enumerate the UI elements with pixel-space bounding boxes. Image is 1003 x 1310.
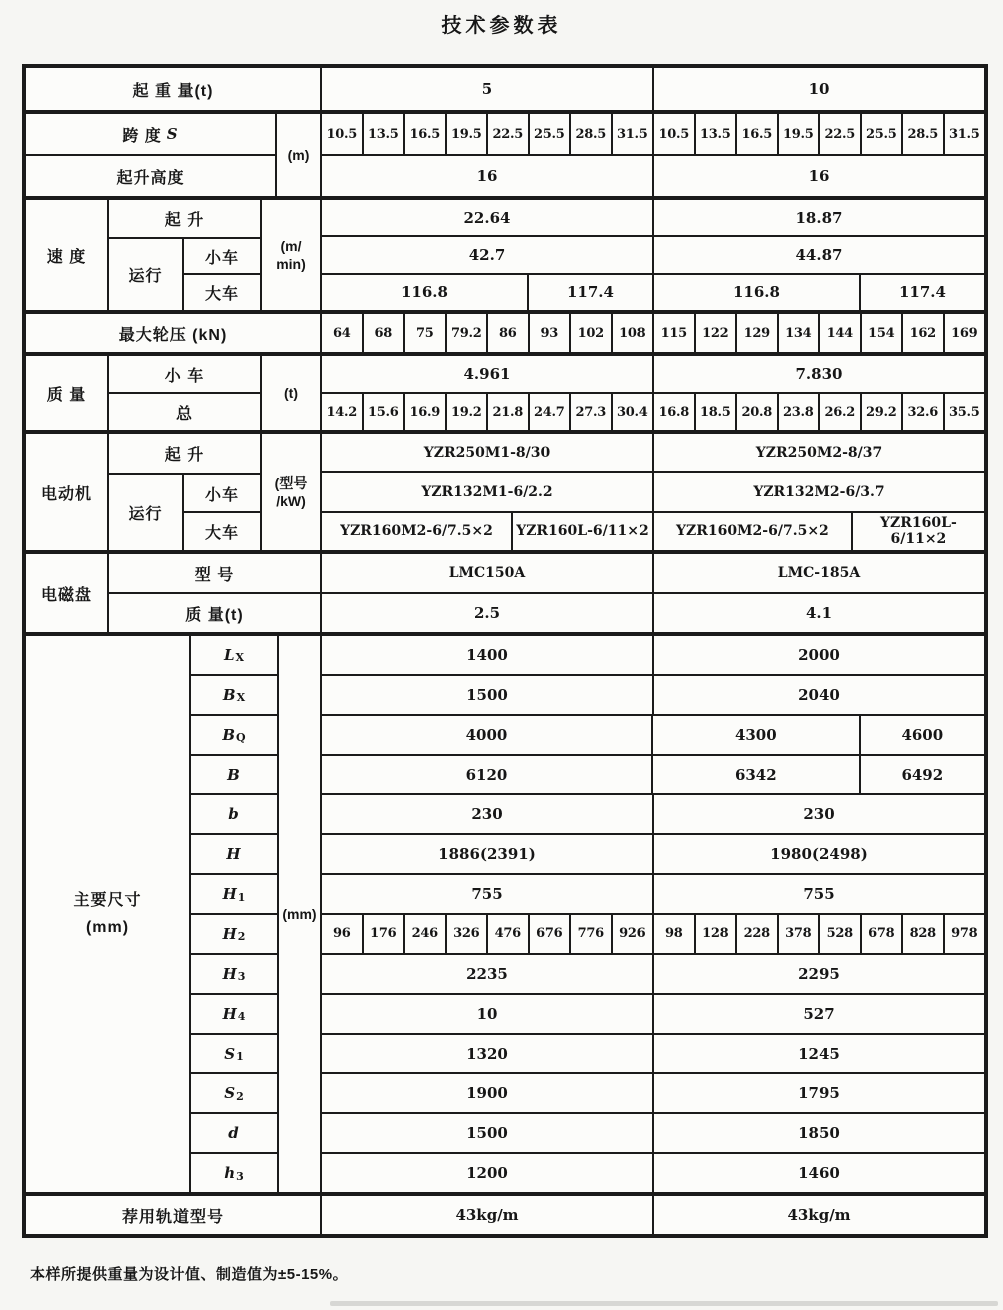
span-value: 10.5 <box>321 113 363 155</box>
dimensions-band <box>24 634 986 1194</box>
wheel-load-value: 162 <box>902 313 944 353</box>
dim-value: 10 <box>321 994 653 1034</box>
mass-total-value: 16.8 <box>653 393 695 431</box>
span-value: 25.5 <box>861 113 903 155</box>
motor-trolley-value-g2: YZR132M2-6/3.7 <box>653 472 985 511</box>
parameters-table <box>22 64 988 1238</box>
dimensions-unit <box>278 635 321 1193</box>
wheel-load-value: 75 <box>404 313 446 353</box>
wheel-load-value: 154 <box>861 313 903 353</box>
motor-crane-value: YZR160M2-6/7.5×2 <box>321 512 512 551</box>
motor-hoist-value-g1: YZR250M1-8/30 <box>321 433 653 472</box>
speed-trolley-value-g1: 42.7 <box>321 236 653 273</box>
capacity-value-g1: 5 <box>321 67 653 111</box>
dim-h2-value: 98 <box>653 914 695 954</box>
motor-section-label: 电动机 <box>25 433 108 551</box>
wheel-load-value: 115 <box>653 313 695 353</box>
dim-h2-value: 776 <box>570 914 612 954</box>
dim-value: 1980(2498) <box>653 834 985 874</box>
dim-h2-value: 828 <box>902 914 944 954</box>
speed-unit-line2: min) <box>276 256 306 272</box>
motor-crane-value: YZR160L-6/11×2 <box>852 512 985 551</box>
dim-symbol-bq: B $_Q$ <box>190 715 278 755</box>
dim-symbol-b-lower: b <box>190 794 278 834</box>
speed-trolley-label: 小车 <box>183 238 261 275</box>
wheel-load-value: 122 <box>695 313 737 353</box>
dim-symbol-s2: S $_2$ <box>190 1073 278 1113</box>
speed-hoist-label: 起 升 <box>108 199 261 238</box>
footnote: 本样所提供重量为设计值、制造值为±5-15%。 <box>30 1266 349 1283</box>
mass-total-value: 15.6 <box>363 393 405 431</box>
dim-symbol-d: d <box>190 1113 278 1153</box>
span-value: 19.5 <box>778 113 820 155</box>
dim-symbol-bx: B $_X$ <box>190 675 278 715</box>
dim-h2-value: 176 <box>363 914 405 954</box>
motor-crane-value: YZR160M2-6/7.5×2 <box>653 512 852 551</box>
span-value: 16.5 <box>736 113 778 155</box>
wheel-load-value: 102 <box>570 313 612 353</box>
mass-total-label: 总 <box>108 393 261 431</box>
speed-crane-value: 116.8 <box>321 274 528 311</box>
lift-height-value-g1: 16 <box>321 155 653 197</box>
span-label <box>25 113 276 155</box>
dim-symbol-h2: H $_2$ <box>190 914 278 954</box>
dim-h2-value: 96 <box>321 914 363 954</box>
dim-symbol-s1: S $_1$ <box>190 1034 278 1074</box>
rail-row <box>24 1194 986 1236</box>
speed-section-label: 速 度 <box>25 199 108 311</box>
dim-symbol-h: H <box>190 834 278 874</box>
mass-total-value: 20.8 <box>736 393 778 431</box>
rail-value-g2: 43kg/m <box>653 1195 985 1235</box>
dim-value: 1500 <box>321 1113 653 1153</box>
mass-trolley-label: 小 车 <box>108 355 261 393</box>
dim-value: 230 <box>653 794 985 834</box>
mass-total-value: 30.4 <box>612 393 654 431</box>
dim-value: 1460 <box>653 1153 985 1193</box>
dim-value: 6120 <box>321 755 652 795</box>
speed-band <box>24 198 986 312</box>
dim-value: 1900 <box>321 1073 653 1113</box>
span-value: 13.5 <box>363 113 405 155</box>
wheel-load-value: 129 <box>736 313 778 353</box>
speed-hoist-value-g1: 22.64 <box>321 199 653 236</box>
wheel-load-row <box>24 312 986 354</box>
motor-hoist-label: 起 升 <box>108 433 261 474</box>
wheel-load-value: 134 <box>778 313 820 353</box>
span-value: 22.5 <box>819 113 861 155</box>
dim-value: 755 <box>321 874 653 914</box>
wheel-load-value: 64 <box>321 313 363 353</box>
dim-value: 1500 <box>321 675 653 715</box>
dim-symbol-h4: H $_4$ <box>190 994 278 1034</box>
magnet-section-label: 电磁盘 <box>25 553 108 633</box>
dimensions-label-line1: 主要尺寸 <box>73 891 142 909</box>
motor-unit <box>261 433 321 551</box>
mass-section-label: 质 量 <box>25 355 108 431</box>
motor-unit-line1: (型号 <box>274 474 308 491</box>
dim-h2-value: 926 <box>612 914 654 954</box>
motor-crane-label: 大车 <box>183 512 261 551</box>
wheel-load-value: 144 <box>819 313 861 353</box>
span-value: 13.5 <box>695 113 737 155</box>
magnet-mass-value-g1: 2.5 <box>321 593 653 633</box>
dim-h2-value: 476 <box>487 914 529 954</box>
dim-symbol-h1: H $_1$ <box>190 874 278 914</box>
mass-unit <box>261 355 321 431</box>
magnet-model-label: 型 号 <box>108 553 321 593</box>
capacity-value-g2: 10 <box>653 67 985 111</box>
magnet-model-value-g1: LMC150A <box>321 553 653 593</box>
mass-band <box>24 354 986 432</box>
dim-value: 6492 <box>860 755 985 795</box>
dim-value: 1200 <box>321 1153 653 1193</box>
motor-band <box>24 432 986 552</box>
scan-artifact <box>330 1301 998 1306</box>
dimensions-unit-text: (mm) <box>282 905 317 922</box>
dim-value: 1320 <box>321 1034 653 1074</box>
dim-value: 2235 <box>321 954 653 994</box>
dim-h2-value: 228 <box>736 914 778 954</box>
dim-h2-value: 676 <box>529 914 571 954</box>
mass-total-value: 23.8 <box>778 393 820 431</box>
mass-total-value: 26.2 <box>819 393 861 431</box>
dim-symbol-b-upper: B <box>190 755 278 795</box>
motor-trolley-label: 小车 <box>183 474 261 513</box>
wheel-load-value: 86 <box>487 313 529 353</box>
span-value: 31.5 <box>944 113 986 155</box>
span-symbol: S <box>166 125 179 143</box>
mass-total-value: 35.5 <box>944 393 986 431</box>
magnet-mass-value-g2: 4.1 <box>653 593 985 633</box>
dim-symbol-h3: H $_3$ <box>190 954 278 994</box>
span-value: 31.5 <box>612 113 654 155</box>
rail-value-g1: 43kg/m <box>321 1195 653 1235</box>
mass-total-value: 14.2 <box>321 393 363 431</box>
dim-value: 4000 <box>321 715 652 755</box>
mass-trolley-value-g2: 7.830 <box>653 355 985 393</box>
dim-value: 2040 <box>653 675 985 715</box>
dim-value: 2000 <box>653 635 985 675</box>
dim-value: 755 <box>653 874 985 914</box>
mass-total-value: 24.7 <box>529 393 571 431</box>
dim-value: 4300 <box>652 715 860 755</box>
lift-height-value-g2: 16 <box>653 155 985 197</box>
dim-value: 1850 <box>653 1113 985 1153</box>
wheel-load-label: 最大轮压 (kN) <box>25 313 321 353</box>
span-value: 10.5 <box>653 113 695 155</box>
mass-total-value: 27.3 <box>570 393 612 431</box>
dim-symbol-lx: L $_X$ <box>190 635 278 675</box>
span-value: 28.5 <box>570 113 612 155</box>
span-label-text: 跨 度 <box>122 127 162 145</box>
speed-unit <box>261 199 321 311</box>
magnet-mass-label: 质 量(t) <box>108 593 321 633</box>
span-unit-text: (m) <box>287 146 310 163</box>
dim-h2-value: 326 <box>446 914 488 954</box>
speed-crane-value: 116.8 <box>653 274 860 311</box>
mass-total-value: 18.5 <box>695 393 737 431</box>
dimensions-label-line2: (mm) <box>85 919 130 936</box>
dim-h2-value: 528 <box>819 914 861 954</box>
dim-value: 4600 <box>860 715 985 755</box>
span-value: 19.5 <box>446 113 488 155</box>
page-title: 技术参数表 <box>441 15 562 37</box>
magnet-model-value-g2: LMC-185A <box>653 553 985 593</box>
motor-hoist-value-g2: YZR250M2-8/37 <box>653 433 985 472</box>
span-value: 16.5 <box>404 113 446 155</box>
wheel-load-value: 79.2 <box>446 313 488 353</box>
dim-value: 1886(2391) <box>321 834 653 874</box>
lift-height-label: 起升高度 <box>25 155 276 197</box>
mass-total-value: 21.8 <box>487 393 529 431</box>
dim-value: 527 <box>653 994 985 1034</box>
wheel-load-value: 93 <box>529 313 571 353</box>
dim-symbol-h3-lower: h $_3$ <box>190 1153 278 1193</box>
speed-crane-label: 大车 <box>183 274 261 311</box>
mass-total-value: 32.6 <box>902 393 944 431</box>
motor-travel-label: 运行 <box>108 474 183 551</box>
dim-h2-value: 246 <box>404 914 446 954</box>
motor-crane-value: YZR160L-6/11×2 <box>512 512 653 551</box>
span-value: 28.5 <box>902 113 944 155</box>
dim-h2-value: 128 <box>695 914 737 954</box>
speed-travel-label: 运行 <box>108 238 183 311</box>
mass-unit-text: (t) <box>284 384 298 401</box>
wheel-load-value: 68 <box>363 313 405 353</box>
dim-value: 2295 <box>653 954 985 994</box>
speed-hoist-value-g2: 18.87 <box>653 199 985 236</box>
span-unit <box>276 113 321 197</box>
mass-total-value: 29.2 <box>861 393 903 431</box>
speed-crane-value: 117.4 <box>860 274 985 311</box>
dim-value: 1400 <box>321 635 653 675</box>
dim-value: 1795 <box>653 1073 985 1113</box>
mass-trolley-value-g1: 4.961 <box>321 355 653 393</box>
mass-total-value: 16.9 <box>404 393 446 431</box>
speed-trolley-value-g2: 44.87 <box>653 236 985 273</box>
span-value: 22.5 <box>487 113 529 155</box>
speed-crane-value: 117.4 <box>528 274 653 311</box>
motor-unit-line2: /kW) <box>276 493 306 509</box>
rail-label: 荐用轨道型号 <box>25 1195 321 1235</box>
dim-h2-value: 678 <box>861 914 903 954</box>
wheel-load-value: 169 <box>944 313 986 353</box>
capacity-label: 起 重 量(t) <box>25 67 321 111</box>
span-value: 25.5 <box>529 113 571 155</box>
capacity-row <box>24 66 986 112</box>
dimensions-section-label <box>25 635 190 1193</box>
dim-value: 230 <box>321 794 653 834</box>
dim-h2-value: 978 <box>944 914 986 954</box>
mass-total-value: 19.2 <box>446 393 488 431</box>
wheel-load-value: 108 <box>612 313 654 353</box>
magnet-band <box>24 552 986 634</box>
motor-trolley-value-g1: YZR132M1-6/2.2 <box>321 472 653 511</box>
dim-value: 6342 <box>652 755 860 795</box>
speed-unit-line1: (m/ <box>280 237 302 254</box>
dim-h2-value: 378 <box>778 914 820 954</box>
dim-value: 1245 <box>653 1034 985 1074</box>
span-liftheight-band <box>24 112 986 198</box>
